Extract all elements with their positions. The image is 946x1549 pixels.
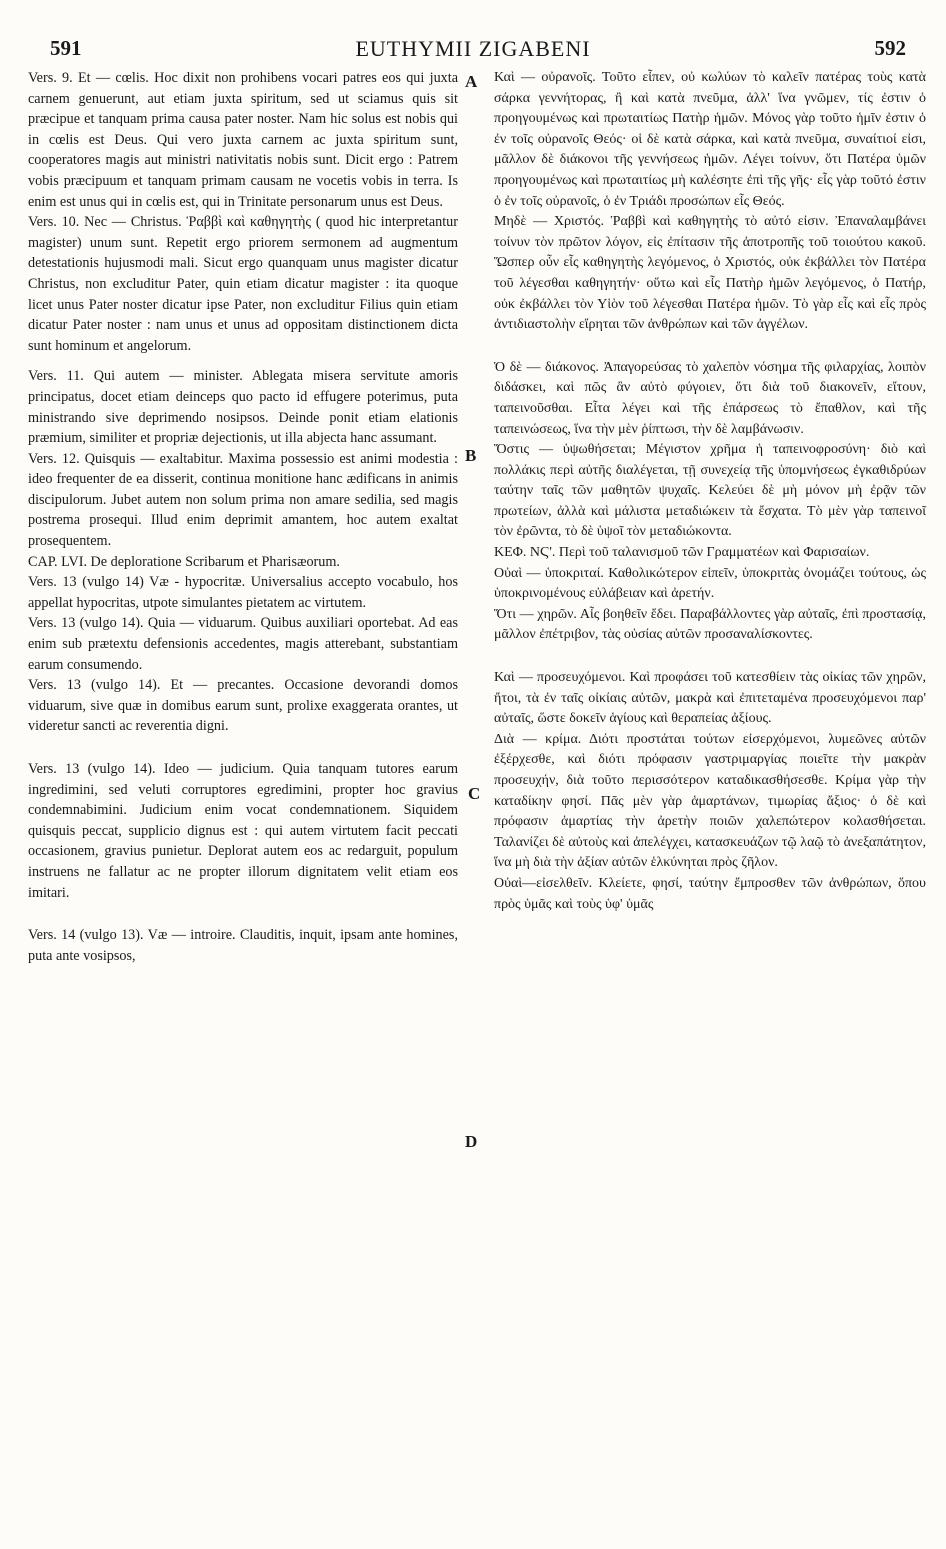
latin-paragraph: Vers. 13 (vulgo 14) Væ - hypocritæ. Universalius accepto vocabulo, hos appellat hypocritas, utpote simulantes pietatem ac virtutem.: [28, 574, 458, 611]
greek-paragraph: Ὅστις — ὑψωθήσεται; Μέγιστον χρῆμα ἡ ταπεινοφροσύνη· διὸ καὶ πολλάκις περὶ αὐτῆς διαλέγεται, τῇ συνεχείᾳ τῆς ὑπομνήσεως ἐγκαθιδρύων ταύτην ταῖς τῶν μαθητῶν ψυχαῖς. Κελεύει δὲ μὴ μόνον μὴ ἐρᾷν τῶν πρωτείων, ἀλλὰ καὶ μάλιστα μεταδιώκειν τὰ ἔσχατα. Τὸ μὲν γὰρ ταπεινοῖ τὸν ἐρῶντα, τὸ δὲ ὑψοῖ τὸν μεταδιώκοντα.: [494, 442, 926, 540]
latin-paragraph: Vers. 13 (vulgo 14). Quia — viduarum. Quibus auxiliari oportebat. Ad eas enim sub prætextu defensionis accedentes, magis atterebant, substantiam earum consumendo.: [28, 615, 458, 673]
latin-paragraph: Vers. 13 (vulgo 14). Ideo — judicium. Quia tanquam tutores earum ingredimini, sed veluti corruptores egredimini, propter hoc gravius condemnabimini. Judicium enim vocat condemnationem. Siquidem quisquis peccat, supplicio dignus est : qui autem virtutem facit peccati occasionem, gravius punietur. Deplorat autem eos ac redarguit, populum instruens ne fallatur ac ne propter illorum dignitatem velit etiam eos imitari.: [28, 761, 458, 901]
latin-paragraph: Vers. 10. Nec — Christus. Ῥαββὶ καὶ καθηγητὴς ( quod hic interpretantur magister) unum sunt. Repetit ergo priorem sermonem ad augmentum detestationis hujusmodi mali. Sicut ergo quanquam unus magister dicatur Christus, non excluditur Pater, quin etiam dicatur magister : ita quoque licet unus Pater noster dicatur ipse Pater, non excluditur Filius quin etiam dicatur Pater noster : nam unus et unus ad oppositam distinctionem dicta sunt hominum et angelorum.: [28, 214, 458, 354]
running-title: EUTHYMII ZIGABENI: [355, 36, 591, 61]
greek-column: [494, 68, 926, 915]
margin-marker-c: C: [468, 784, 481, 803]
greek-paragraph: Ὅτι — χηρῶν. Αἷς βοηθεῖν ἔδει. Παραβάλλοντες γὰρ αὐταῖς, ἐπὶ προστασίᾳ, μᾶλλον ἐπέτριβον, τὰς οὐσίας αὐτῶν προσαναλίσκοντες.: [494, 606, 926, 643]
latin-paragraph: Vers. 11. Qui autem — minister. Ablegata misera servitute amoris principatus, docet etiam deinceps quo pacto id effugere poterimus, puta ministrando sive deprimendo nosipsos. Deinde ponit etiam elationis præmium, similiter et propriæ dejectionis, ut illa abjecta hanc assumant.: [28, 368, 458, 447]
latin-paragraph: Vers. 13 (vulgo 14). Et — precantes. Occasione devorandi domos viduarum, sive quæ in domibus earum sunt, prolixe exaggerata orantes, ut videretur sancti ac reverentia digni.: [28, 677, 458, 735]
greek-paragraph: Διὰ — κρίμα. Διότι προστάται τούτων εἰσερχόμενοι, λυμεῶνες αὐτῶν ἐξέρχεσθε, καὶ διότι πρόφασιν γαστριμαργίας ποιεῖτε τὴν μακρὰν προσευχήν, διὰ τοῦτο περισσότερον καταδικασθήσεσθε. Κρίμα γὰρ τὴν καταδίκην φησί. Πᾶς μὲν γὰρ ἁμαρτάνων, τιμωρίας ἄξιος· ὁ δὲ καὶ πρόφασιν ἁμαρτίας τὴν ἀρετὴν ποιῶν χαλεπώτερον κολασθήσεται. Ταλανίζει δὲ αὐτοὺς καὶ ἀπελέγχει, κατασκευάζων τῷ λαῷ τὸ ἀνεξαπάτητον, ἵνα μὴ διὰ τὴν ἀξίαν αὐτῶν ἑλκύνηται πρὸς ζῆλον.: [494, 731, 926, 871]
greek-chapter-heading: ΚΕΦ. ΝϚ'. Περὶ τοῦ ταλανισμοῦ τῶν Γραμματέων καὶ Φαρισαίων.: [494, 545, 870, 561]
page-number-right: 592: [874, 36, 906, 60]
margin-marker-d: D: [465, 1132, 478, 1151]
greek-paragraph: Οὐαὶ—εἰσελθεῖν. Κλείετε, φησί, ταύτην ἔμπροσθεν τῶν ἀνθρώπων, ὅπου πρὸς ὑμᾶς καὶ τοὺς ὑφ' ὑμᾶς: [494, 875, 926, 912]
latin-paragraph: Vers. 9. Et — cœlis. Hoc dixit non prohibens vocari patres eos qui juxta carnem genuerunt, aut etiam juxta spiritum, sed ut sciamus quis sit præcipue et tanquam prima causa pater noster. Nam hic solus est nobis qui in cœlis est Deus. Qui vero juxta carnem ac juxta spiritum sunt, cooperatores magis aut ministri nativitatis nobis sunt. Dicit ergo : Patrem vobis præcipuum et tanquam primam causam ne vocetis vobis in terra. Is enim est unus qui in cœlis est, qui in Trinitate personarum unus est Deus.: [28, 70, 458, 210]
margin-marker-b: B: [465, 446, 477, 465]
greek-paragraph: Μηδὲ — Χριστός. Ῥαββὶ καὶ καθηγητὴς τὸ αὐτό εἰσιν. Ἐπαναλαμβάνει τοίνυν τὸν πρῶτον λόγον, εἰς ἐπίτασιν τῆς ἀποτροπῆς τοῦ τοιούτου κακοῦ. Ὥσπερ οὖν εἷς καθηγητὴς λεγόμενος, ὁ Χριστός, οὐκ ἐκβάλλει τὸν Πατέρα τοῦ λέγεσθαι καθηγητήν· οὕτω καὶ εἷς Πατὴρ ἡμῶν λεγόμενος, ὁ Πατήρ, οὐκ ἐκβάλλει τὸν Υἱὸν τοῦ λέγεσθαι Πατέρα ἡμῶν. Τὸ γὰρ εἷς καὶ εἷς πρὸς ἀντιδιαστολὴν εἴρηται τῶν ἀνθρώπων καὶ τῶν ἀγγέλων.: [494, 214, 926, 333]
greek-paragraph: Καὶ — προσευχόμενοι. Καὶ προφάσει τοῦ κατεσθίειν τὰς οἰκίας τῶν χηρῶν, ἤτοι, τὰ ἐν ταῖς οἰκίαις αὐτῶν, μακρὰ καὶ ἐπιτεταμένα προσευχόμενοι παρ' αὐταῖς, ὥστε δοκεῖν ἁγίους καὶ θεραπείας ἀξίους.: [494, 670, 926, 727]
margin-marker-a: A: [465, 72, 478, 91]
page-number-left: 591: [50, 36, 82, 60]
latin-paragraph: Vers. 14 (vulgo 13). Væ — introire. Clauditis, inquit, ipsam ante homines, puta ante vosipsos,: [28, 927, 458, 964]
greek-paragraph: Ὁ δὲ — διάκονος. Ἀπαγορεύσας τὸ χαλεπὸν νόσημα τῆς φιλαρχίας, λοιπὸν διδάσκει, καὶ πῶς ἂν αὐτὸ φύγοιεν, ὅτι διὰ τοῦ διακονεῖν, εἴτουν, ταπεινοῦσθαι. Εἶτα λέγει καὶ τῆς ἐπάρσεως τὸ ἔπαθλον, καὶ τῆς ταπεινώσεως, ἵνα τὴν μὲν ῥίπτωσι, τὴν δὲ λαμβάνωσιν.: [494, 359, 926, 437]
latin-chapter-heading: CAP. LVI. De deploratione Scribarum et Pharisæorum.: [28, 553, 340, 570]
latin-column: [28, 68, 458, 966]
greek-paragraph: Καὶ — οὐρανοῖς. Τοῦτο εἶπεν, οὐ κωλύων τὸ καλεῖν πατέρας τοὺς κατὰ σάρκα γεννήτορας, ἢ καὶ κατὰ πνεῦμα, ἀλλ' ἵνα γνῶμεν, τίς ἐστιν ὁ προηγουμένως καὶ πρωταιτίως Πατὴρ ἡμῶν. Μόνος γὰρ τοῦτο ἡμῖν ἐστιν ὁ ἐν τοῖς οὐρανοῖς Θεός· οἱ δὲ κατὰ σάρκα, καὶ κατὰ πνεῦμα, συναίτιοί εἰσι, μᾶλλον δὲ διάκονοι τῆς γεννήσεως ἡμῶν. Λέγει τοίνυν, ὅτι Πατέρα ὑμῶν προηγουμένως καὶ πρωταιτίως μὴ καλέσητε ἐπὶ τῆς γῆς· εἷς γὰρ τοῦτό ἐστιν ὁ ἐν τοῖς οὐρανοῖς, ὁ ἐν Τριάδι προσώπων εἷς Θεός.: [494, 70, 926, 209]
page-header: [0, 22, 946, 62]
greek-paragraph: Οὐαὶ — ὑποκριταί. Καθολικώτερον εἰπεῖν, ὑποκριτὰς ὀνομάζει τούτους, ὡς ὑποκρινομένους εὐλάβειαν καὶ ἀρετήν.: [494, 565, 926, 602]
latin-paragraph: Vers. 12. Quisquis — exaltabitur. Maxima possessio est animi modestia : ideo frequenter de ea disserit, continua monitione hanc ædificans in animis discipulorum. Jubet autem non solum prima non amare sedilia, sed magis postrema prosequi. Illud enim deprimit amantem, hoc autem exaltat prosequentem.: [28, 450, 458, 550]
